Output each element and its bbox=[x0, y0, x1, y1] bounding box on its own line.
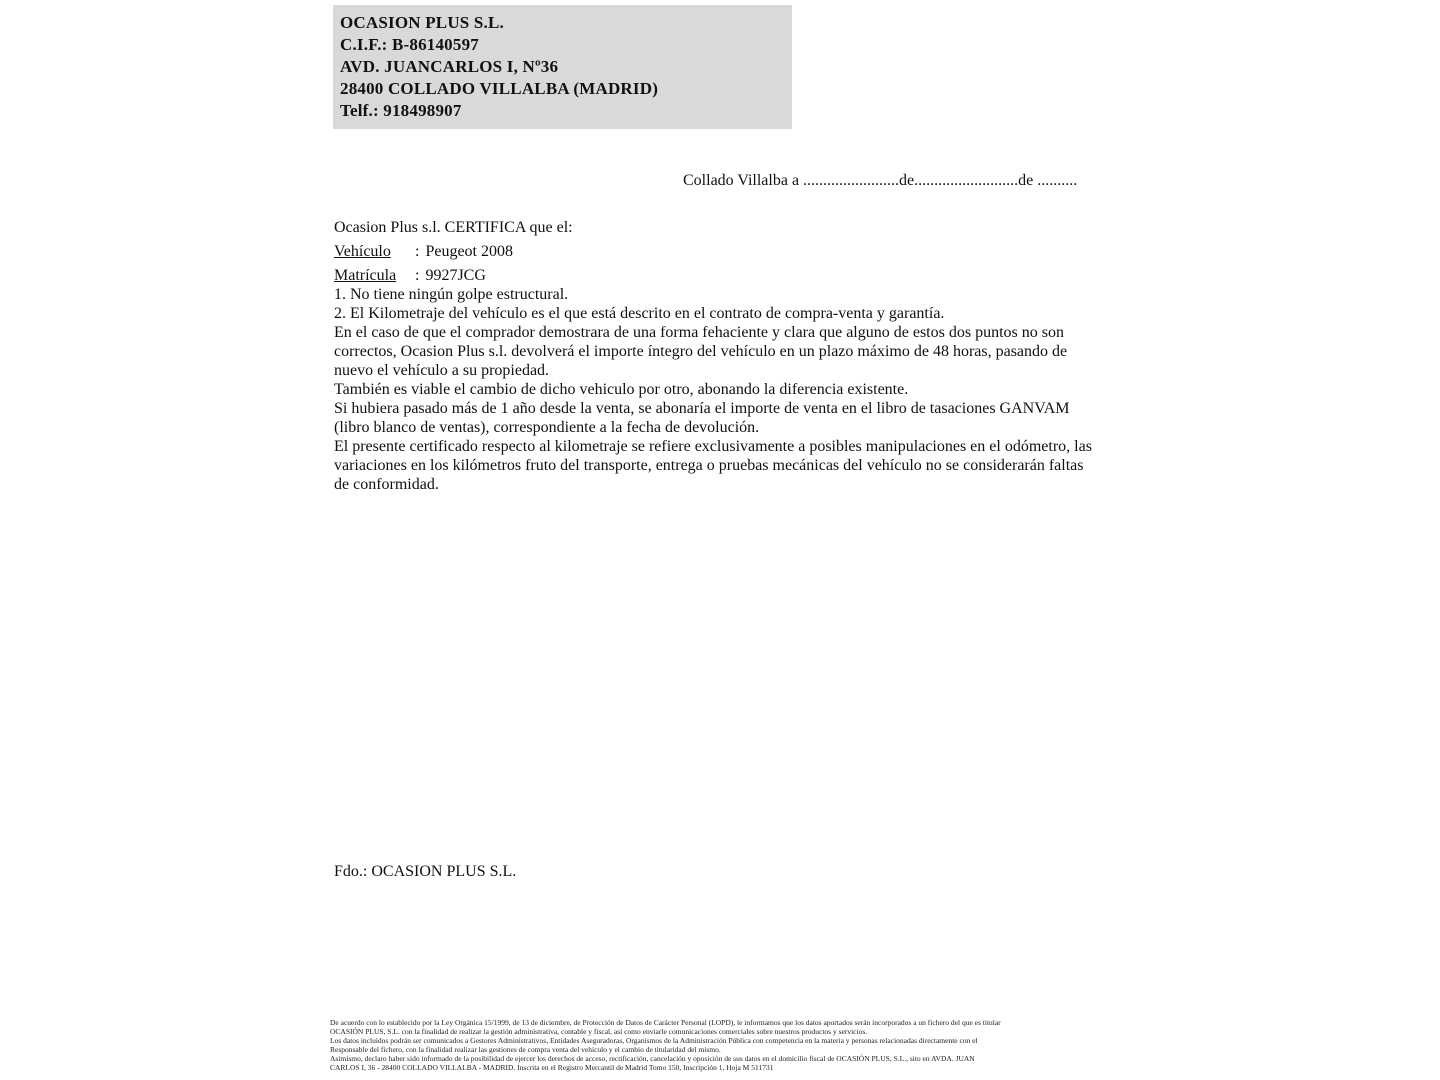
legal-line-2: OCASIÓN PLUS, S.L. con la finalidad de realizar la gestión administrativa, contable y fiscal, así como enviarle comunicaciones comerciales sobre nuestros productos y servicios. bbox=[330, 1027, 868, 1036]
certify-intro: Ocasion Plus s.l. CERTIFICA que el: bbox=[334, 219, 573, 236]
vehicle-field bbox=[334, 242, 1100, 261]
paragraph-ganvam: Si hubiera pasado más de 1 año desde la venta, se abonaría el importe de venta en el libro de tasaciones GANVAM (libro blanco de ventas), correspondiente a la fecha de devolución. bbox=[334, 400, 1070, 436]
company-address: AVD. JUANCARLOS I, Nº36 bbox=[340, 57, 559, 76]
legal-line-4: Responsable del fichero, con la finalidad realizar las gestiones de compra venta del vehículo y el cambio de titularidad del mismo. bbox=[330, 1045, 721, 1054]
vehicle-label: Vehículo bbox=[334, 243, 391, 260]
legal-line-5: Asimismo, declaro haber sido informado de la posibilidad de ejercer los derechos de acceso, rectificación, cancelación y oposición de sus datos en el domicilio fiscal de OCASIÓN PLUS, S.L., sito en AVDA. JUAN bbox=[330, 1054, 975, 1063]
paragraph-odometer: El presente certificado respecto al kilometraje se refiere exclusivamente a posibles manipulaciones en el odómetro, las variaciones en los kilómetros fruto del transporte, entrega o pruebas mecánicas del vehículo no se considerarán faltas de conformidad. bbox=[334, 438, 1092, 493]
plate-value: 9927JCG bbox=[425, 267, 486, 284]
legal-footer bbox=[330, 1018, 1120, 1072]
plate-field bbox=[334, 266, 1100, 285]
certificate-body bbox=[334, 218, 1100, 494]
plate-separator: : bbox=[415, 267, 420, 284]
plate-label: Matrícula bbox=[334, 267, 397, 284]
paragraph-refund: En el caso de que el comprador demostrara de una forma fehaciente y clara que alguno de estos dos puntos no son correctos, Ocasion Plus s.l. devolverá el importe íntegro del vehículo en un plazo máximo de 48 horas, pasando de nuevo el vehículo a su propiedad. bbox=[334, 324, 1068, 379]
legal-line-1: De acuerdo con lo establecido por la Ley Orgánica 15/1999, de 13 de diciembre, de Protección de Datos de Carácter Personal (LOPD), le informamos que los datos aportados serán incorporados a un fichero del que es titular bbox=[330, 1018, 1001, 1027]
legal-line-6: CARLOS I, 36 - 28400 COLLADO VILLALBA - MADRID. Inscrita en el Registro Mercantil de Madrid Tomo 150, Inscripción 1, Hoja M 511731 bbox=[330, 1063, 774, 1072]
paragraph-exchange: También es viable el cambio de dicho vehiculo por otro, abonando la diferencia existente. bbox=[334, 381, 909, 398]
vehicle-value: Peugeot 2008 bbox=[425, 243, 513, 260]
company-header-block bbox=[333, 5, 792, 129]
vehicle-separator: : bbox=[415, 243, 420, 260]
signature-line: Fdo.: OCASION PLUS S.L. bbox=[334, 863, 517, 880]
point-structural: 1. No tiene ningún golpe estructural. bbox=[334, 286, 569, 303]
company-phone: Telf.: 918498907 bbox=[340, 101, 462, 120]
date-place-line: Collado Villalba a ........................de..........................de .......... bbox=[683, 172, 1078, 189]
company-cif: C.I.F.: B-86140597 bbox=[340, 35, 479, 54]
legal-line-3: Los datos incluidos podrán ser comunicados a Gestores Administrativos, Entidades Aseguradoras, Organismos de la Administración Pública con competencia en la materia y personas relacionadas directamente con el bbox=[330, 1036, 978, 1045]
point-mileage: 2. El Kilometraje del vehículo es el que está descrito en el contrato de compra-venta y garantía. bbox=[334, 305, 945, 322]
company-name: OCASION PLUS S.L. bbox=[340, 13, 504, 32]
company-city: 28400 COLLADO VILLALBA (MADRID) bbox=[340, 79, 659, 98]
